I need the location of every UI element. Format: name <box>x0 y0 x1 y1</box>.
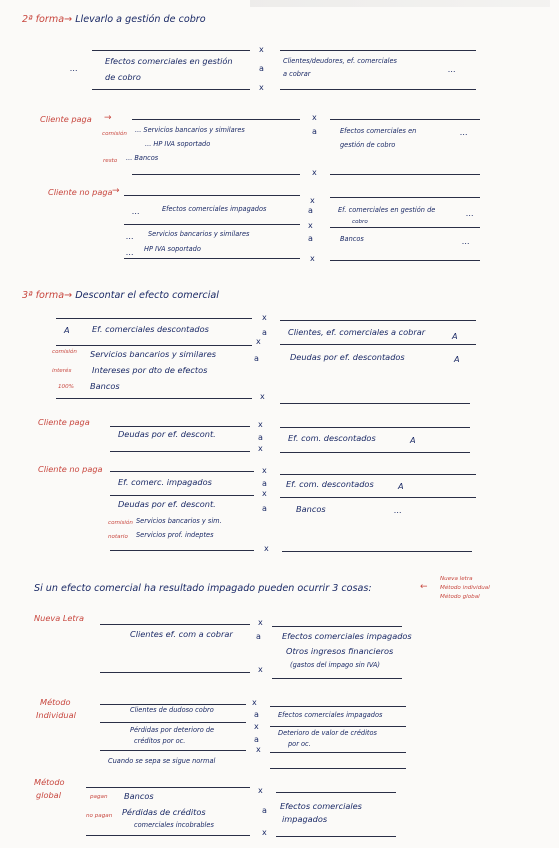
journal-line <box>100 750 246 751</box>
cross-mark: x <box>258 444 263 453</box>
journal-line <box>330 197 480 198</box>
forma2-title-rest: Llevarlo a gestión de cobro <box>75 14 206 25</box>
dots: ... <box>448 64 456 74</box>
journal-line <box>270 726 406 727</box>
cliente-paga-label: Cliente paga <box>38 417 90 427</box>
a-mark: a <box>254 735 259 744</box>
interes-note: interés <box>52 368 72 374</box>
cliente-no-paga-label: Cliente no paga <box>48 187 113 197</box>
forma2-haber-1: Clientes/deudores, ef. comerciales <box>283 57 397 65</box>
cross-mark: x <box>254 722 259 731</box>
notario-note: notario <box>108 534 128 540</box>
option-nueva-letra: Nueva letra <box>440 576 473 582</box>
faded-watermark <box>250 0 550 7</box>
option-metodo-individual: Método individual <box>440 585 490 591</box>
forma3-cnp-haber-1: Ef. com. descontados <box>286 479 374 489</box>
option-metodo-global: Método global <box>440 594 480 600</box>
forma3-debe-1: Ef. comerciales descontados <box>92 324 209 334</box>
cross-mark: x <box>259 45 264 54</box>
metodo-individual-haber-2b: por oc. <box>288 740 311 748</box>
journal-line <box>280 427 470 428</box>
journal-line <box>100 624 250 625</box>
journal-line <box>86 787 250 788</box>
A-mark: A <box>452 331 458 341</box>
forma2-cp-haber-1: Efectos comerciales en <box>340 127 417 135</box>
forma3-haber-2: Deudas por ef. descontados <box>290 352 405 362</box>
a-mark: a <box>262 806 267 815</box>
journal-line <box>270 768 406 769</box>
forma3-haber-1: Clientes, ef. comerciales a cobrar <box>288 327 426 337</box>
metodo-individual-label-1: Método <box>40 697 71 707</box>
forma2-cp-debe-2: ... HP IVA soportado <box>145 140 211 148</box>
journal-line <box>92 89 250 90</box>
forma2-cp-debe-1: ... Servicios bancarios y similares <box>135 126 245 134</box>
dots: ... <box>132 206 140 216</box>
cliente-no-paga-label: Cliente no paga <box>38 464 103 474</box>
impagado-intro: Si un efecto comercial ha resultado impagado pueden ocurrir 3 cosas: <box>34 583 372 594</box>
forma2-cnp-debe-1: Efectos comerciales impagados <box>162 205 267 213</box>
nueva-letra-haber-1: Efectos comerciales impagados <box>282 631 412 641</box>
A-mark: A <box>410 435 416 445</box>
pagan-note: pagan <box>90 794 108 800</box>
forma2-cnp-haber-1: Ef. comerciales en gestión de <box>338 206 436 214</box>
journal-line <box>270 752 406 753</box>
forma2-cnp-haber-2: Bancos <box>340 235 364 243</box>
forma2-cnp-debe-2: Servicios bancarios y similares <box>148 230 250 238</box>
cross-mark: x <box>258 665 263 674</box>
comision-note: comisión <box>52 349 77 355</box>
journal-line <box>276 792 396 793</box>
cross-mark: x <box>252 698 257 707</box>
dots: ... <box>126 247 134 257</box>
a-mark: a <box>312 127 317 136</box>
journal-line <box>110 426 250 427</box>
metodo-global-debe-1: Bancos <box>124 791 154 801</box>
metodo-global-debe-2b: comerciales incobrables <box>134 821 214 829</box>
journal-line <box>280 344 476 345</box>
journal-line <box>92 50 250 51</box>
journal-line <box>110 471 254 472</box>
metodo-individual-debe-1: Clientes de dudoso cobro <box>130 706 214 714</box>
journal-line <box>272 626 402 627</box>
resto-note: resto <box>103 158 118 164</box>
forma2-title-num: 2ª forma <box>22 14 65 25</box>
a-mark: a <box>258 433 263 442</box>
forma3-cnp-debe-2: Deudas por ef. descont. <box>118 499 216 509</box>
metodo-global-haber-1b: impagados <box>282 814 328 824</box>
cross-mark: x <box>310 196 315 205</box>
forma2-cnp-haber-1b: cobro <box>352 219 368 225</box>
forma3-cnp-haber-2: Bancos <box>296 504 326 514</box>
journal-line <box>132 119 300 120</box>
journal-line <box>124 258 300 259</box>
journal-line <box>110 451 250 452</box>
metodo-individual-haber-2: Deterioro de valor de créditos <box>278 729 377 737</box>
cross-mark: x <box>264 544 269 553</box>
cross-mark: x <box>256 745 261 754</box>
forma3-cnp-debe-4: Servicios prof. indeptes <box>136 531 214 539</box>
forma3-debe-3: Intereses por dto de efectos <box>92 365 208 375</box>
cross-mark: x <box>262 313 267 322</box>
a-mark: a <box>254 710 259 719</box>
cliente-paga-label: Cliente paga <box>40 114 92 124</box>
journal-line <box>100 672 250 673</box>
dots: ... <box>466 208 474 218</box>
journal-line <box>330 174 480 175</box>
cross-mark: x <box>258 786 263 795</box>
cross-mark: x <box>310 254 315 263</box>
journal-line <box>110 495 254 496</box>
cross-mark: x <box>308 221 313 230</box>
forma3-cp-haber: Ef. com. descontados <box>288 433 376 443</box>
dots: ... <box>460 127 468 137</box>
journal-line <box>110 550 254 551</box>
forma3-cnp-debe-1: Ef. comerc. impagados <box>118 477 212 487</box>
cross-mark: x <box>262 489 267 498</box>
journal-line <box>280 50 476 51</box>
journal-line <box>330 119 480 120</box>
a-mark: a <box>308 234 313 243</box>
forma3-title-num: 3ª forma <box>22 290 65 301</box>
a-mark: a <box>262 328 267 337</box>
cross-mark: x <box>256 337 261 346</box>
cross-mark: x <box>258 618 263 627</box>
forma2-debe-1: Efectos comerciales en gestión <box>105 56 233 66</box>
comision-note: comisión <box>108 520 133 526</box>
a-mark: a <box>262 504 267 513</box>
forma2-cp-haber-2: gestión de cobro <box>340 141 396 149</box>
cross-mark: x <box>312 168 317 177</box>
journal-line <box>56 318 252 319</box>
forma2-title: 2ª forma→ Llevarlo a gestión de cobro <box>22 14 206 25</box>
nueva-letra-label: Nueva Letra <box>34 613 85 623</box>
metodo-individual-debe-2: Pérdidas por deterioro de <box>130 726 215 734</box>
journal-line <box>56 398 252 399</box>
cross-mark: x <box>259 83 264 92</box>
metodo-individual-haber-1: Efectos comerciales impagados <box>278 711 383 719</box>
no-pagan-note: no pagan <box>86 813 113 819</box>
dots: ... <box>70 63 78 73</box>
cross-mark: x <box>262 466 267 475</box>
metodo-individual-label-2: Individual <box>36 710 76 720</box>
dots: ... <box>394 505 402 515</box>
journal-line <box>276 836 396 837</box>
cross-mark: x <box>312 113 317 122</box>
cross-mark: x <box>258 420 263 429</box>
comision-note: comisión <box>102 131 127 137</box>
journal-line <box>86 835 250 836</box>
journal-line <box>330 227 480 228</box>
journal-line <box>280 452 470 453</box>
journal-line <box>124 195 300 196</box>
a-mark: a <box>259 64 264 73</box>
metodo-global-label-2: global <box>36 790 61 800</box>
A-mark: A <box>398 481 404 491</box>
journal-line <box>280 89 476 90</box>
a-mark: a <box>254 354 259 363</box>
cross-mark: x <box>260 392 265 401</box>
nueva-letra-haber-2: Otros ingresos financieros <box>286 646 394 656</box>
a-mark: a <box>308 206 313 215</box>
forma2-debe-2: de cobro <box>105 72 141 82</box>
percent-note: 100% <box>58 384 74 390</box>
A-mark: A <box>454 354 460 364</box>
metodo-global-debe-2: Pérdidas de créditos <box>122 807 206 817</box>
journal-line <box>124 224 300 225</box>
nueva-letra-haber-3: (gastos del impago sin IVA) <box>290 661 380 669</box>
forma2-haber-2: a cobrar <box>283 70 311 78</box>
dots: ... <box>462 236 470 246</box>
journal-line <box>280 474 476 475</box>
metodo-global-haber-1: Efectos comerciales <box>280 801 362 811</box>
journal-line <box>330 260 480 261</box>
a-mark: a <box>256 632 261 641</box>
forma3-cp-debe: Deudas por ef. descont. <box>118 429 216 439</box>
journal-line <box>100 704 246 705</box>
metodo-global-label-1: Método <box>34 777 65 787</box>
journal-line <box>280 403 470 404</box>
forma2-cp-debe-3: ... Bancos <box>126 154 159 162</box>
metodo-individual-note: Cuando se sepa se sigue normal <box>108 757 216 765</box>
forma3-title: 3ª forma→ Descontar el efecto comercial <box>22 290 219 301</box>
journal-line <box>132 174 300 175</box>
forma3-debe-2: Servicios bancarios y similares <box>90 349 217 359</box>
forma3-cnp-debe-3: Servicios bancarios y sim. <box>136 517 222 525</box>
forma3-title-rest: Descontar el efecto comercial <box>75 290 219 301</box>
journal-line <box>272 678 402 679</box>
forma2-cnp-debe-3: HP IVA soportado <box>144 245 201 253</box>
metodo-individual-debe-2b: créditos por oc. <box>134 737 186 745</box>
journal-line <box>280 320 476 321</box>
a-mark: a <box>262 479 267 488</box>
nueva-letra-debe: Clientes ef. com a cobrar <box>130 629 233 639</box>
forma3-debe-4: Bancos <box>90 381 120 391</box>
dots: ... <box>126 231 134 241</box>
journal-line <box>270 706 406 707</box>
journal-line <box>100 722 246 723</box>
journal-line <box>282 551 472 552</box>
A-mark: A <box>64 325 70 335</box>
journal-line <box>56 345 252 346</box>
journal-line <box>280 497 476 498</box>
cross-mark: x <box>262 828 267 837</box>
